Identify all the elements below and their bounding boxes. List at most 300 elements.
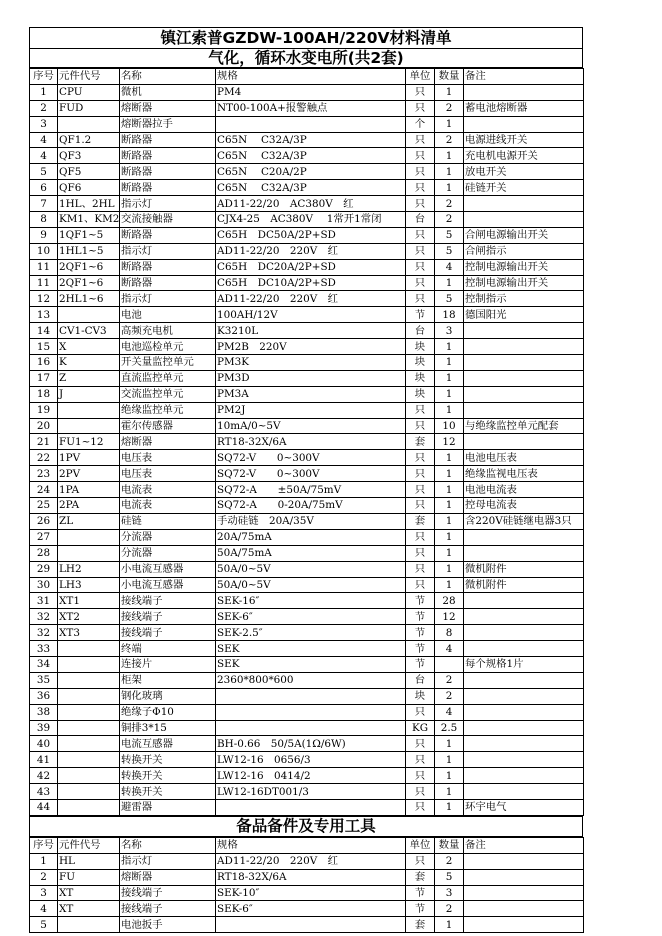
cell-qty: 1 (435, 339, 464, 355)
cell-qty: 1 (435, 370, 464, 386)
cell-qty: 2 (435, 196, 464, 212)
cell-unit: 只 (406, 450, 435, 466)
table-row (30, 853, 584, 869)
cell-unit: 套 (406, 869, 435, 885)
table-row (30, 164, 584, 180)
cell-name: 连接片 (120, 656, 216, 672)
cell-remark: 与绝缘监控单元配套 (464, 418, 584, 434)
cell-seq: 32 (30, 609, 58, 625)
cell-remark: 含220V硅链继电器3只 (464, 513, 584, 529)
cell-spec: PM3K (216, 355, 406, 371)
cell-seq: 15 (30, 339, 58, 355)
cell-unit: 只 (406, 482, 435, 498)
cell-seq: 5 (30, 917, 58, 933)
cell-qty: 10 (435, 418, 464, 434)
cell-code: XT1 (58, 593, 120, 609)
cell-name: 指示灯 (120, 853, 216, 869)
cell-remark (464, 901, 584, 917)
cell-name: 接线端子 (120, 593, 216, 609)
cell-spec: BH-0.66 50/5A(1Ω/6W) (216, 736, 406, 752)
cell-unit: 个 (406, 116, 435, 132)
table-row (30, 704, 584, 720)
cell-remark: 充电机电源开关 (464, 148, 584, 164)
material-list-sheet (29, 27, 583, 933)
spare-parts-table (29, 837, 584, 933)
cell-qty: 3 (435, 323, 464, 339)
cell-name: 小电流互感器 (120, 561, 216, 577)
cell-spec: C65H DC20A/2P+SD (216, 259, 406, 275)
cell-spec: SEK-10″ (216, 885, 406, 901)
table-row (30, 736, 584, 752)
cell-unit: 只 (406, 561, 435, 577)
cell-qty: 2 (435, 132, 464, 148)
cell-code: LH2 (58, 561, 120, 577)
cell-qty: 4 (435, 259, 464, 275)
cell-spec (216, 720, 406, 736)
table-row (30, 370, 584, 386)
cell-spec: C65N C32A/3P (216, 132, 406, 148)
cell-name: 直流监控单元 (120, 370, 216, 386)
header-qty: 数量 (435, 837, 464, 853)
table-row (30, 450, 584, 466)
table-row (30, 227, 584, 243)
cell-qty: 1 (435, 482, 464, 498)
cell-name: 接线端子 (120, 885, 216, 901)
cell-code: 1PV (58, 450, 120, 466)
cell-unit: 只 (406, 227, 435, 243)
cell-remark (464, 386, 584, 402)
cell-qty: 12 (435, 434, 464, 450)
cell-spec: PM4 (216, 84, 406, 100)
cell-code: XT (58, 885, 120, 901)
spare-table-header (30, 837, 584, 853)
cell-qty: 5 (435, 869, 464, 885)
cell-unit: 块 (406, 688, 435, 704)
document-subtitle: 气化，循环水变电所(共2套) (29, 49, 583, 68)
cell-qty: 2 (435, 853, 464, 869)
main-table-body (30, 84, 584, 815)
cell-qty: 4 (435, 704, 464, 720)
cell-qty: 1 (435, 561, 464, 577)
cell-spec: SEK (216, 656, 406, 672)
cell-seq: 10 (30, 243, 58, 259)
cell-spec: LW12-16DT001/3 (216, 784, 406, 800)
cell-unit: 块 (406, 370, 435, 386)
header-unit: 单位 (406, 837, 435, 853)
cell-unit: 只 (406, 736, 435, 752)
cell-remark: 合闸指示 (464, 243, 584, 259)
cell-code (58, 720, 120, 736)
table-row (30, 434, 584, 450)
cell-code: FUD (58, 100, 120, 116)
cell-qty: 2 (435, 688, 464, 704)
cell-seq: 11 (30, 259, 58, 275)
cell-unit: 块 (406, 355, 435, 371)
cell-seq: 42 (30, 768, 58, 784)
cell-code: CPU (58, 84, 120, 100)
cell-unit: 只 (406, 275, 435, 291)
table-row (30, 901, 584, 917)
cell-remark (464, 720, 584, 736)
cell-remark: 蓄电池熔断器 (464, 100, 584, 116)
header-seq: 序号 (30, 837, 58, 853)
table-row (30, 402, 584, 418)
cell-remark: 电源进线开关 (464, 132, 584, 148)
cell-seq: 24 (30, 482, 58, 498)
cell-seq: 3 (30, 885, 58, 901)
cell-spec: NT00-100A+报警触点 (216, 100, 406, 116)
cell-name: 接线端子 (120, 609, 216, 625)
cell-spec: 手动硅链 20A/35V (216, 513, 406, 529)
cell-qty: 28 (435, 593, 464, 609)
cell-spec: PM2J (216, 402, 406, 418)
cell-code: XT3 (58, 625, 120, 641)
cell-spec: K3210L (216, 323, 406, 339)
cell-seq: 2 (30, 100, 58, 116)
cell-unit: 只 (406, 853, 435, 869)
cell-name: 霍尔传感器 (120, 418, 216, 434)
table-row (30, 720, 584, 736)
cell-name: 熔断器 (120, 100, 216, 116)
cell-seq: 18 (30, 386, 58, 402)
cell-unit: 只 (406, 100, 435, 116)
cell-seq: 25 (30, 498, 58, 514)
cell-code: 2QF1~6 (58, 259, 120, 275)
cell-seq: 41 (30, 752, 58, 768)
cell-remark (464, 869, 584, 885)
cell-qty: 8 (435, 625, 464, 641)
cell-code: 1HL1~5 (58, 243, 120, 259)
cell-seq: 28 (30, 545, 58, 561)
table-row (30, 688, 584, 704)
table-row (30, 482, 584, 498)
cell-qty: 18 (435, 307, 464, 323)
cell-unit: 套 (406, 434, 435, 450)
cell-unit: 只 (406, 466, 435, 482)
cell-qty: 1 (435, 752, 464, 768)
cell-unit: 只 (406, 291, 435, 307)
cell-seq: 13 (30, 307, 58, 323)
cell-name: 分流器 (120, 545, 216, 561)
cell-name: 开关量监控单元 (120, 355, 216, 371)
cell-seq: 34 (30, 656, 58, 672)
cell-code (58, 418, 120, 434)
cell-code: X (58, 339, 120, 355)
cell-seq: 43 (30, 784, 58, 800)
cell-code: CV1-CV3 (58, 323, 120, 339)
cell-qty: 2 (435, 100, 464, 116)
cell-unit: 台 (406, 323, 435, 339)
cell-spec: RT18-32X/6A (216, 434, 406, 450)
cell-qty: 5 (435, 227, 464, 243)
table-row (30, 885, 584, 901)
cell-unit: 只 (406, 784, 435, 800)
cell-spec: SEK-2.5″ (216, 625, 406, 641)
cell-unit: 只 (406, 704, 435, 720)
table-row (30, 513, 584, 529)
table-row (30, 355, 584, 371)
cell-qty: 1 (435, 799, 464, 815)
table-row (30, 561, 584, 577)
cell-unit: 块 (406, 339, 435, 355)
cell-spec: 2360*800*600 (216, 672, 406, 688)
cell-unit: 套 (406, 513, 435, 529)
cell-seq: 20 (30, 418, 58, 434)
cell-code: 1HL、2HL (58, 196, 120, 212)
cell-name: 高频充电机 (120, 323, 216, 339)
cell-name: 柜架 (120, 672, 216, 688)
cell-name: 硅链 (120, 513, 216, 529)
cell-unit: 只 (406, 243, 435, 259)
cell-spec: SEK-16″ (216, 593, 406, 609)
cell-remark: 放电开关 (464, 164, 584, 180)
cell-name: 熔断器拉手 (120, 116, 216, 132)
spare-parts-title: 备品备件及专用工具 (29, 816, 583, 837)
table-row (30, 545, 584, 561)
cell-qty: 2 (435, 672, 464, 688)
cell-name: 转换开关 (120, 752, 216, 768)
cell-code (58, 799, 120, 815)
cell-name: 接线端子 (120, 901, 216, 917)
cell-qty: 2 (435, 212, 464, 228)
cell-spec: 100AH/12V (216, 307, 406, 323)
cell-unit: 只 (406, 768, 435, 784)
header-code: 元件代号 (58, 837, 120, 853)
cell-code: FU (58, 869, 120, 885)
cell-qty: 5 (435, 243, 464, 259)
cell-code: 1QF1~5 (58, 227, 120, 243)
cell-seq: 33 (30, 641, 58, 657)
cell-seq: 17 (30, 370, 58, 386)
cell-code: QF3 (58, 148, 120, 164)
table-row (30, 799, 584, 815)
cell-unit: 只 (406, 84, 435, 100)
cell-qty: 1 (435, 148, 464, 164)
cell-code: K (58, 355, 120, 371)
cell-qty: 1 (435, 402, 464, 418)
cell-unit: KG (406, 720, 435, 736)
table-row (30, 84, 584, 100)
cell-remark (464, 625, 584, 641)
header-spec: 规格 (216, 837, 406, 853)
table-row (30, 116, 584, 132)
table-row (30, 291, 584, 307)
cell-unit: 只 (406, 164, 435, 180)
cell-remark: 控制指示 (464, 291, 584, 307)
cell-spec: PM2B 220V (216, 339, 406, 355)
cell-seq: 19 (30, 402, 58, 418)
header-remark: 备注 (464, 837, 584, 853)
cell-name: 指示灯 (120, 243, 216, 259)
cell-seq: 22 (30, 450, 58, 466)
cell-unit: 节 (406, 656, 435, 672)
cell-name: 交流接触器 (120, 212, 216, 228)
header-qty: 数量 (435, 69, 464, 85)
cell-remark (464, 768, 584, 784)
table-row (30, 275, 584, 291)
cell-qty: 1 (435, 450, 464, 466)
cell-spec: LW12-16 0656/3 (216, 752, 406, 768)
cell-spec (216, 116, 406, 132)
cell-name: 电流互感器 (120, 736, 216, 752)
cell-remark (464, 752, 584, 768)
cell-code: 2PV (58, 466, 120, 482)
cell-qty: 1 (435, 275, 464, 291)
cell-name: 绝缘监控单元 (120, 402, 216, 418)
cell-spec: SEK-6″ (216, 901, 406, 917)
table-row (30, 386, 584, 402)
cell-qty: 1 (435, 355, 464, 371)
cell-remark: 控制电源输出开关 (464, 259, 584, 275)
cell-code: 1PA (58, 482, 120, 498)
table-row (30, 196, 584, 212)
table-row (30, 656, 584, 672)
cell-spec: 50A/0~5V (216, 561, 406, 577)
cell-seq: 39 (30, 720, 58, 736)
cell-qty: 1 (435, 180, 464, 196)
cell-qty: 1 (435, 529, 464, 545)
cell-remark (464, 885, 584, 901)
header-name: 名称 (120, 837, 216, 853)
cell-name: 熔断器 (120, 434, 216, 450)
cell-qty: 1 (435, 768, 464, 784)
header-spec: 规格 (216, 69, 406, 85)
cell-qty: 1 (435, 577, 464, 593)
table-row (30, 323, 584, 339)
table-row (30, 307, 584, 323)
cell-spec: AD11-22/20 220V 红 (216, 243, 406, 259)
cell-unit: 只 (406, 132, 435, 148)
cell-unit: 只 (406, 148, 435, 164)
cell-name: 微机 (120, 84, 216, 100)
cell-spec (216, 704, 406, 720)
header-seq: 序号 (30, 69, 58, 85)
cell-remark: 绝缘监视电压表 (464, 466, 584, 482)
cell-qty: 12 (435, 609, 464, 625)
cell-spec: C65H DC50A/2P+SD (216, 227, 406, 243)
cell-name: 断路器 (120, 275, 216, 291)
cell-code: HL (58, 853, 120, 869)
cell-seq: 1 (30, 84, 58, 100)
cell-remark (464, 545, 584, 561)
cell-unit: 只 (406, 418, 435, 434)
cell-qty: 4 (435, 641, 464, 657)
cell-name: 断路器 (120, 164, 216, 180)
cell-name: 电流表 (120, 498, 216, 514)
cell-unit: 块 (406, 386, 435, 402)
cell-remark (464, 355, 584, 371)
cell-remark: 环宇电气 (464, 799, 584, 815)
cell-qty: 1 (435, 84, 464, 100)
cell-spec: 50A/75mA (216, 545, 406, 561)
cell-remark (464, 853, 584, 869)
table-row (30, 641, 584, 657)
cell-unit: 只 (406, 498, 435, 514)
header-remark: 备注 (464, 69, 584, 85)
cell-spec: RT18-32X/6A (216, 869, 406, 885)
table-row (30, 243, 584, 259)
cell-remark (464, 672, 584, 688)
cell-name: 终端 (120, 641, 216, 657)
cell-qty: 2.5 (435, 720, 464, 736)
table-row (30, 100, 584, 116)
cell-seq: 1 (30, 853, 58, 869)
cell-seq: 8 (30, 212, 58, 228)
cell-unit: 套 (406, 917, 435, 933)
cell-seq: 21 (30, 434, 58, 450)
cell-remark (464, 116, 584, 132)
cell-remark (464, 593, 584, 609)
cell-code: Z (58, 370, 120, 386)
table-row (30, 869, 584, 885)
cell-code (58, 545, 120, 561)
cell-name: 铜排3*15 (120, 720, 216, 736)
table-row (30, 259, 584, 275)
cell-seq: 4 (30, 901, 58, 917)
cell-seq: 31 (30, 593, 58, 609)
cell-code (58, 768, 120, 784)
cell-spec (216, 688, 406, 704)
cell-spec: C65H DC10A/2P+SD (216, 275, 406, 291)
cell-unit: 节 (406, 307, 435, 323)
cell-unit: 节 (406, 641, 435, 657)
cell-remark (464, 434, 584, 450)
cell-qty: 1 (435, 917, 464, 933)
cell-remark: 每个规格1片 (464, 656, 584, 672)
cell-name: 电池巡检单元 (120, 339, 216, 355)
cell-code: 2QF1~6 (58, 275, 120, 291)
cell-spec: CJX4-25 AC380V 1常开1常闭 (216, 212, 406, 228)
cell-qty: 1 (435, 498, 464, 514)
cell-remark (464, 609, 584, 625)
cell-qty: 1 (435, 545, 464, 561)
cell-name: 交流监控单元 (120, 386, 216, 402)
cell-code (58, 784, 120, 800)
cell-seq: 3 (30, 116, 58, 132)
cell-spec: AD11-22/20 AC380V 红 (216, 196, 406, 212)
cell-seq: 6 (30, 180, 58, 196)
spare-table-body (30, 853, 584, 932)
cell-remark: 德国阳光 (464, 307, 584, 323)
table-row (30, 768, 584, 784)
cell-code: 2PA (58, 498, 120, 514)
cell-spec: AD11-22/20 220V 红 (216, 853, 406, 869)
table-row (30, 529, 584, 545)
cell-name: 避雷器 (120, 799, 216, 815)
cell-name: 熔断器 (120, 869, 216, 885)
cell-unit: 台 (406, 212, 435, 228)
table-row (30, 577, 584, 593)
cell-seq: 9 (30, 227, 58, 243)
cell-code: FU1~12 (58, 434, 120, 450)
table-row (30, 498, 584, 514)
cell-name: 小电流互感器 (120, 577, 216, 593)
cell-unit: 只 (406, 545, 435, 561)
cell-code (58, 402, 120, 418)
table-row (30, 466, 584, 482)
cell-unit: 只 (406, 529, 435, 545)
cell-qty: 2 (435, 901, 464, 917)
cell-name: 指示灯 (120, 196, 216, 212)
cell-name: 断路器 (120, 180, 216, 196)
cell-remark (464, 370, 584, 386)
cell-name: 电流表 (120, 482, 216, 498)
cell-seq: 36 (30, 688, 58, 704)
cell-seq: 30 (30, 577, 58, 593)
cell-spec: C65N C20A/2P (216, 164, 406, 180)
cell-code: QF6 (58, 180, 120, 196)
header-code: 元件代号 (58, 69, 120, 85)
